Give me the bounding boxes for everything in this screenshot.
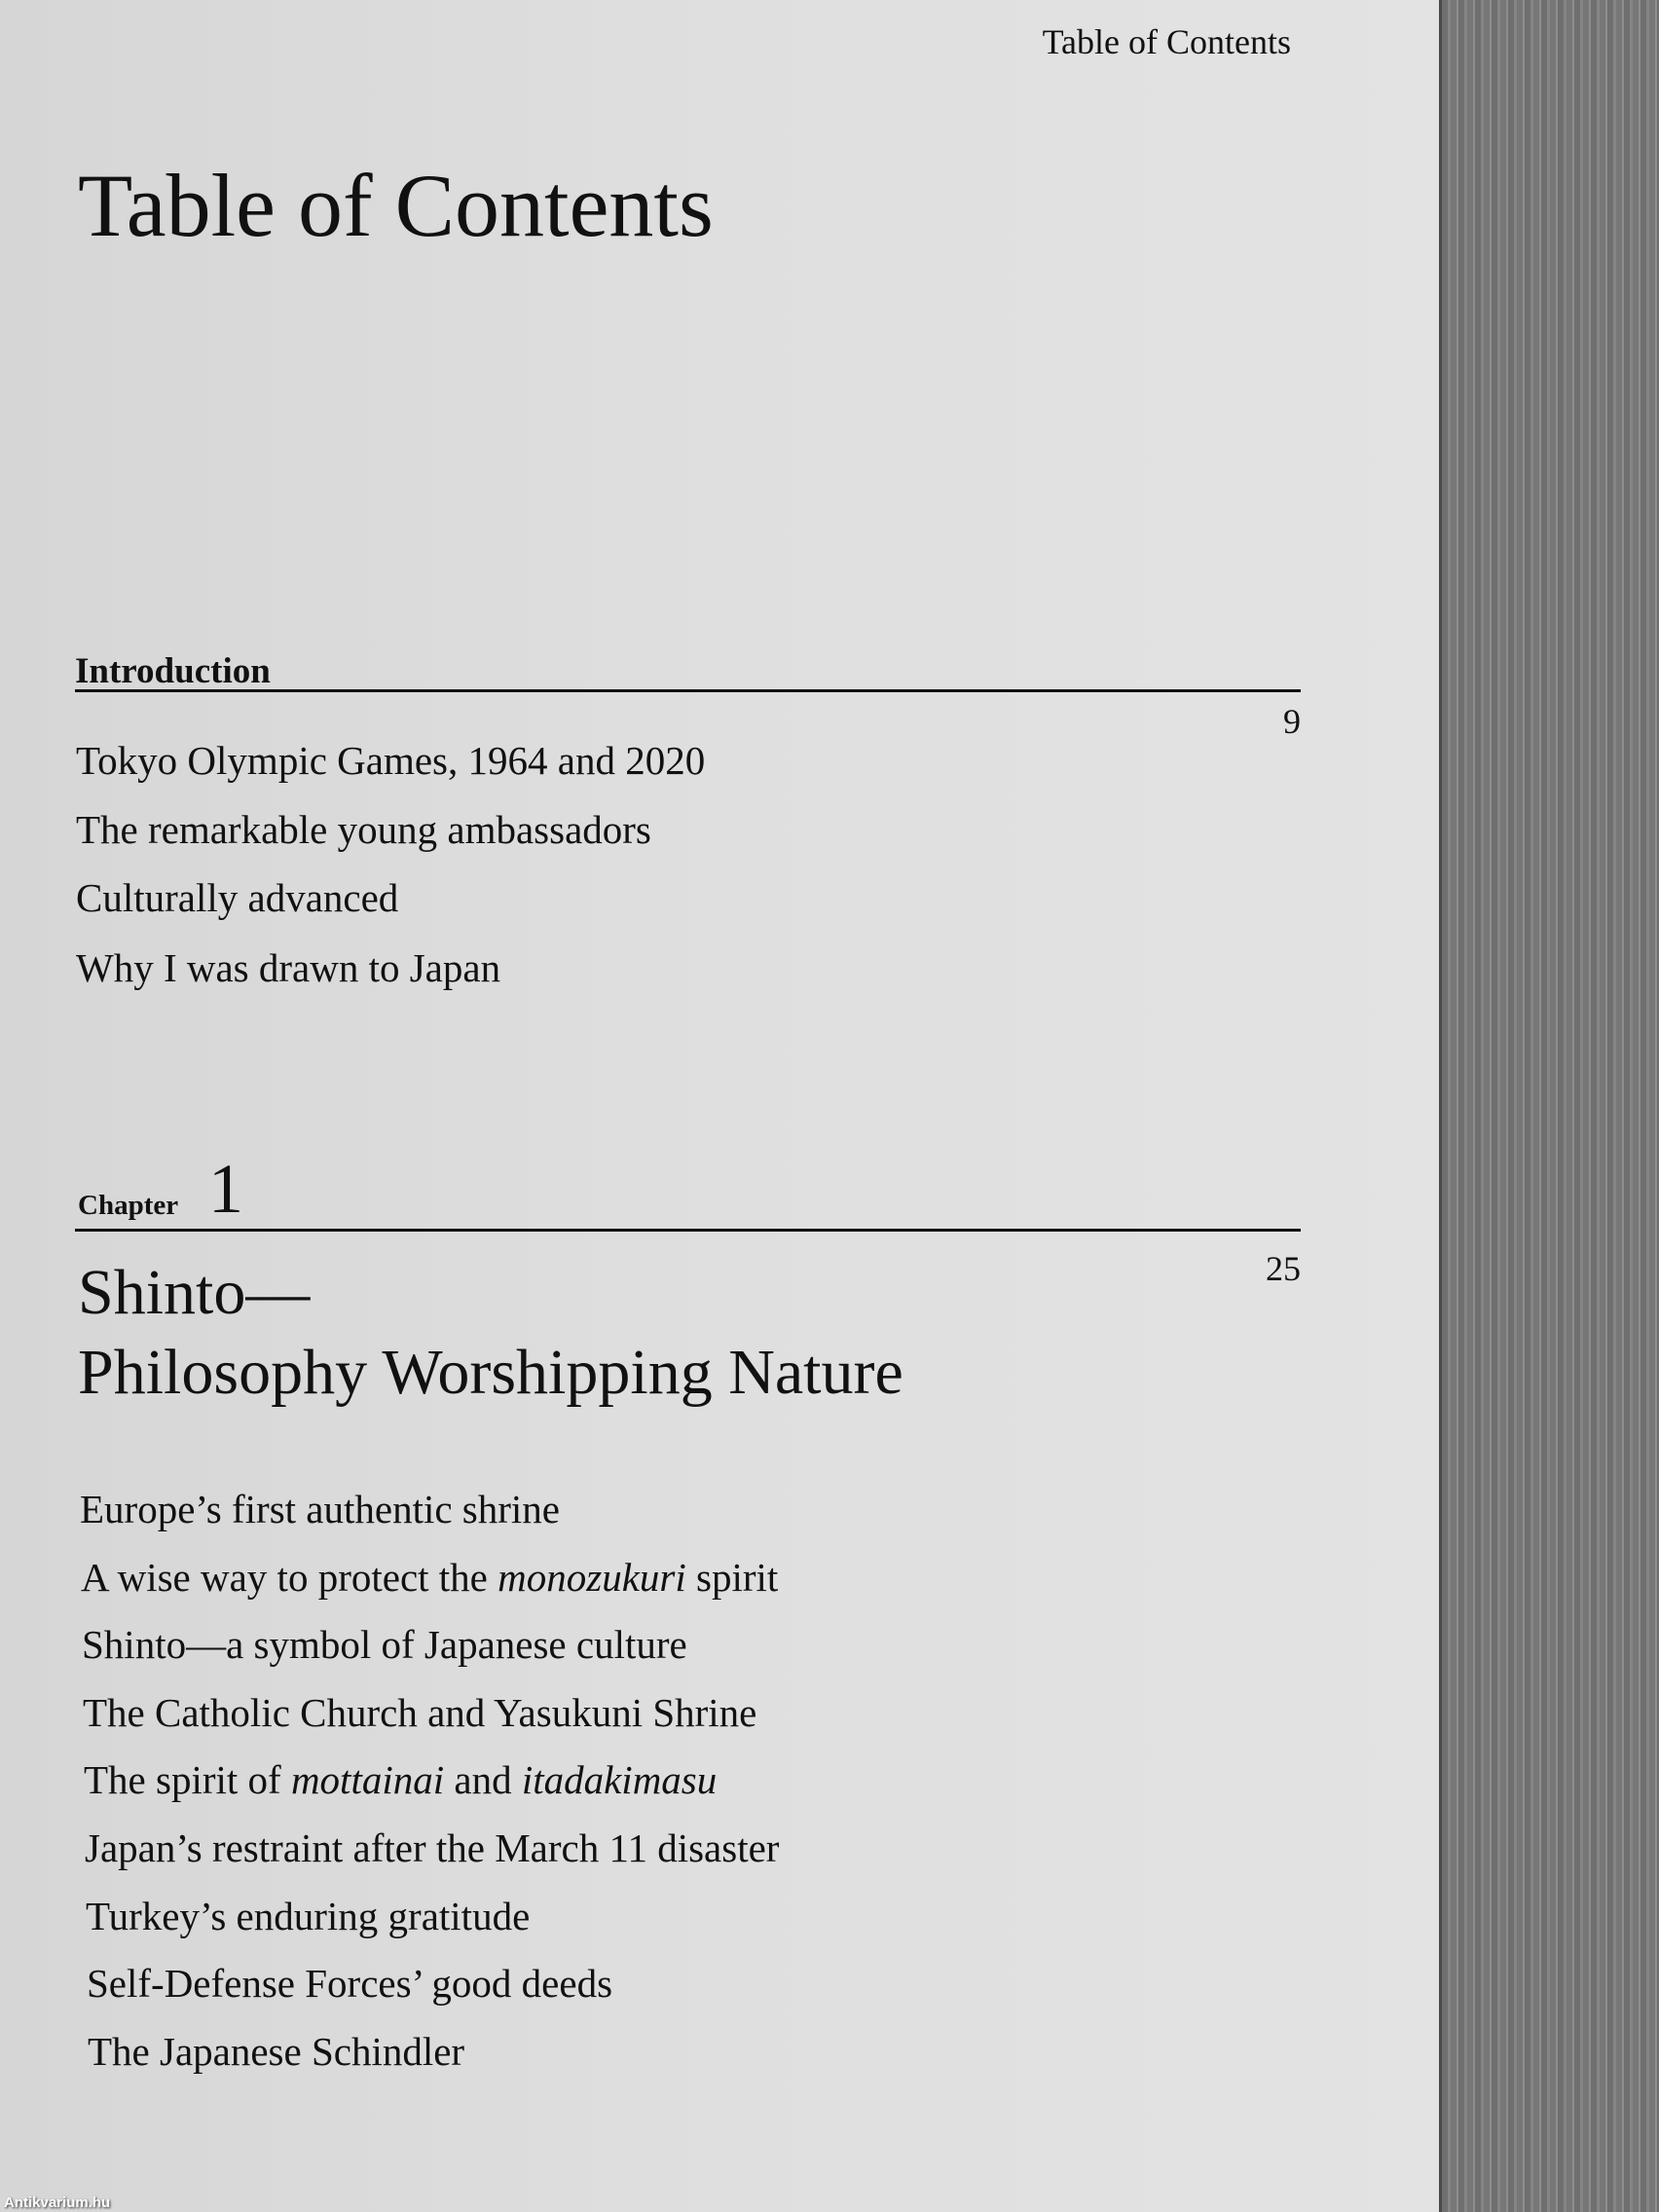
toc-entry <box>80 1486 560 1532</box>
watermark: Antikvarium.hu <box>4 2194 111 2211</box>
toc-entry <box>87 1960 612 2007</box>
toc-entry: Why I was drawn to Japan <box>76 945 501 990</box>
toc-entry <box>85 1825 779 1871</box>
chapter-number: 1 <box>208 1150 243 1228</box>
chapter-page-number: 25 <box>1266 1249 1301 1288</box>
entry-text: spirit <box>685 1554 779 1600</box>
entry-text: Shinto—a symbol of Japanese culture <box>82 1622 687 1668</box>
chapter-title-line2: Philosophy Worshipping Nature <box>78 1337 903 1408</box>
entry-text: and <box>444 1757 522 1803</box>
toc-entry: Tokyo Olympic Games, 1964 and 2020 <box>76 738 706 783</box>
page-title: Table of Contents <box>78 156 714 255</box>
italic-term: itadakimasu <box>521 1757 718 1803</box>
entry-text: Japan’s restraint after the March 11 disaster <box>85 1825 780 1870</box>
toc-entry <box>83 1689 756 1736</box>
introduction-page-number: 9 <box>1283 702 1301 741</box>
toc-entry <box>84 1756 717 1803</box>
entry-text: Europe’s first authentic shrine <box>80 1487 561 1531</box>
entry-text: The Japanese Schindler <box>88 2028 465 2074</box>
introduction-rule <box>75 689 1301 692</box>
running-header: Table of Contents <box>1042 22 1291 61</box>
toc-entry <box>82 1621 687 1668</box>
chapter-rule <box>75 1229 1301 1232</box>
introduction-heading: Introduction <box>75 651 271 691</box>
entry-text: The Catholic Church and Yasukuni Shrine <box>83 1689 757 1735</box>
chapter-label: Chapter <box>78 1190 179 1221</box>
entry-text: Self-Defense Forces’ good deeds <box>87 1961 613 2007</box>
toc-entry <box>81 1554 778 1601</box>
toc-entry: The remarkable young ambassadors <box>76 807 651 852</box>
entry-text: The spirit of <box>84 1757 291 1803</box>
italic-term: monozukuri <box>498 1554 686 1600</box>
toc-entry: Culturally advanced <box>76 875 399 920</box>
toc-entry <box>88 2028 464 2075</box>
toc-entry <box>86 1893 530 1939</box>
chapter-title-line1: Shinto— <box>78 1257 311 1328</box>
entry-text: A wise way to protect the <box>81 1554 498 1600</box>
page-edge <box>1439 0 1659 2212</box>
italic-term: mottainai <box>290 1757 445 1803</box>
entry-text: Turkey’s enduring gratitude <box>86 1893 531 1938</box>
